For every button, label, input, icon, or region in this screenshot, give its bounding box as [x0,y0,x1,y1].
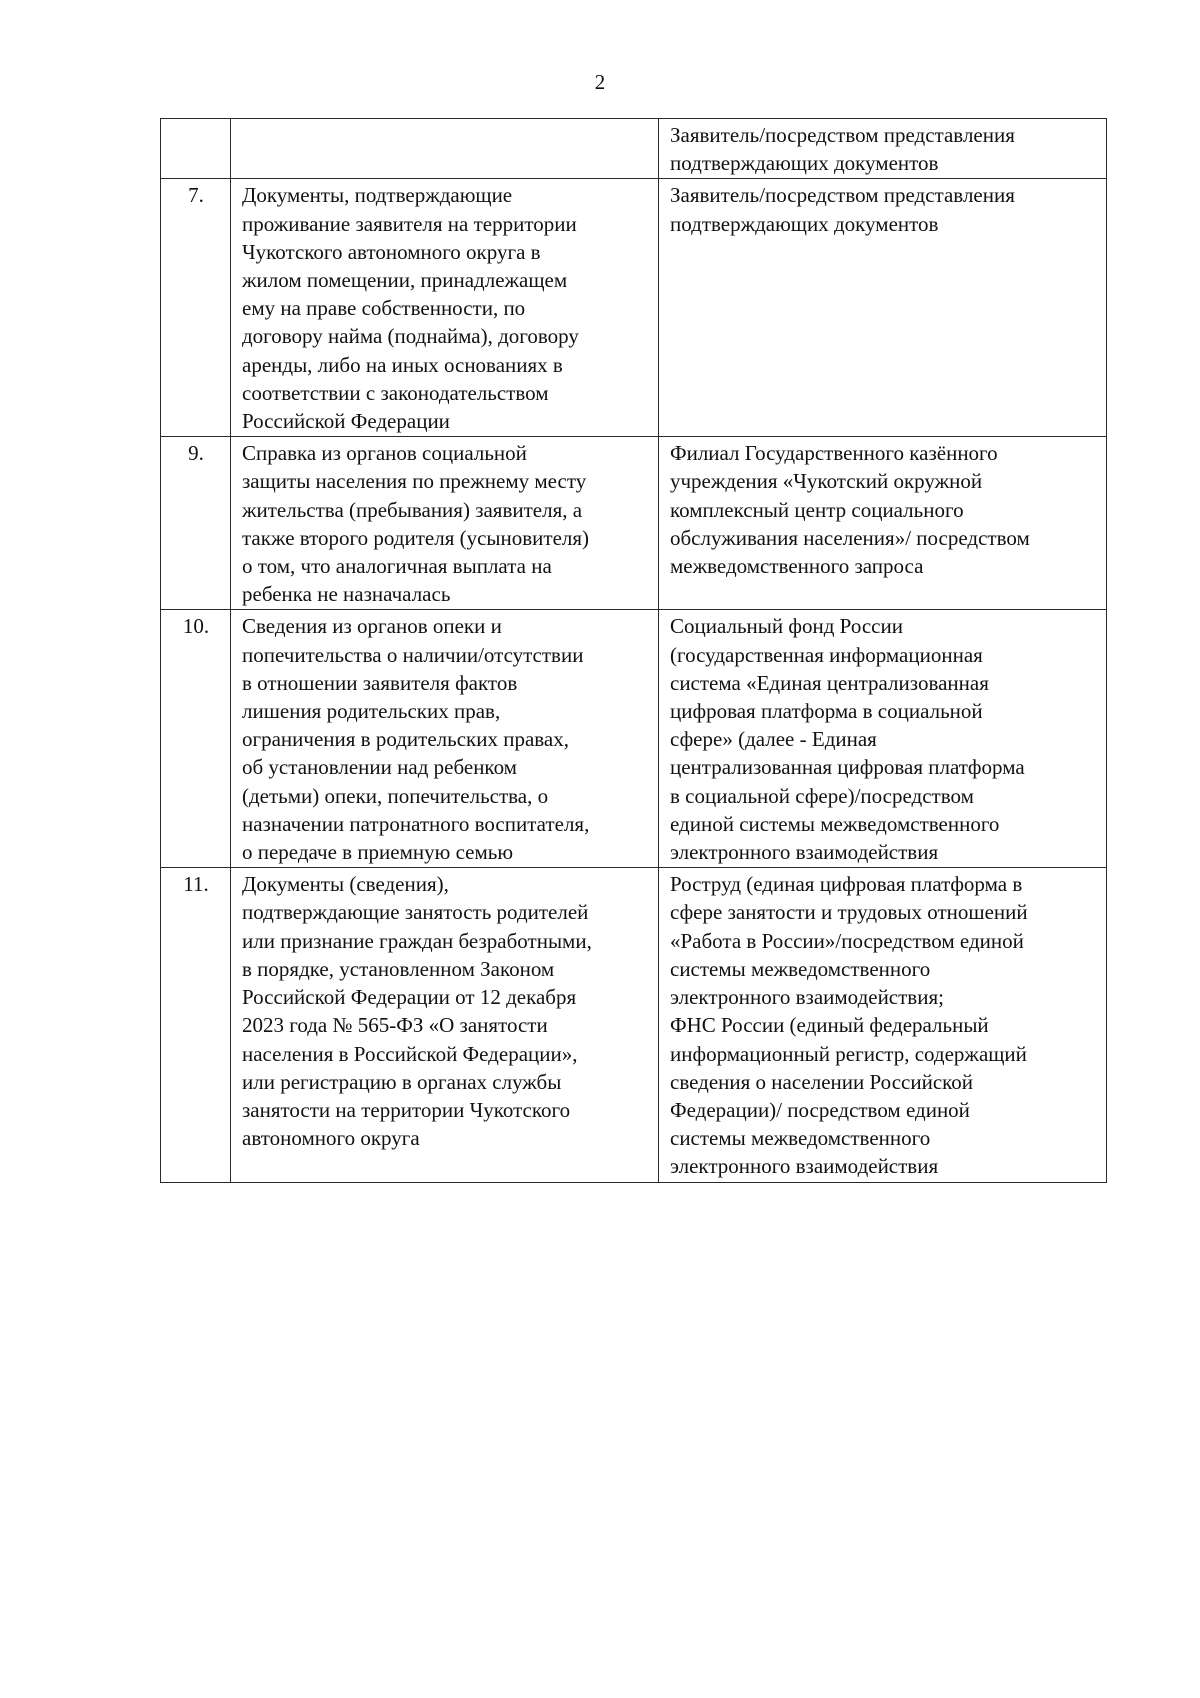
table-row [161,119,1107,179]
source-text-line: система «Единая централизованная [670,670,989,695]
source-text-line: подтверждающих документов [670,211,939,236]
source-text-line: в социальной сфере)/посредством [670,783,974,808]
document-text-line: назначении патронатного воспитателя, [242,811,590,836]
document-text-line: Российской Федерации [242,409,450,434]
source-cell [659,868,1107,1182]
document-text-line: защиты населения по прежнему месту [242,469,587,494]
source-text-line: обслуживания населения»/ посредством [670,525,1030,550]
document-text-line: ребенка не назначалась [242,582,451,607]
row-number-cell: 9. [161,437,231,610]
source-cell [659,119,1107,179]
table-row [161,437,1107,610]
source-text-line: подтверждающих документов [670,151,939,176]
document-text-line: (детьми) опеки, попечительства, о [242,783,549,808]
source-text-line: Социальный фонд России [670,614,903,639]
document-text-line: 2023 года № 565-ФЗ «О занятости [242,1013,548,1038]
document-text-line: автономного округа [242,1126,420,1151]
source-text-line: электронного взаимодействия; [670,985,944,1010]
document-text-line: соответствии с законодательством [242,380,549,405]
source-text-line: межведомственного запроса [670,554,924,579]
table-body [161,119,1107,1183]
document-text-line: Документы, подтверждающие [242,183,513,208]
document-text-line: аренды, либо на иных основаниях в [242,352,563,377]
source-cell [659,179,1107,437]
source-text-line: системы межведомственного [670,956,931,981]
source-text-line: комплексный центр социального [670,497,964,522]
source-text-line: (государственная информационная [670,642,983,667]
document-text-line: проживание заявителя на территории [242,211,577,236]
source-cell [659,437,1107,610]
row-number-cell: 7. [161,179,231,437]
source-text-line: учреждения «Чукотский окружной [670,469,983,494]
table-row [161,610,1107,868]
document-text-line: занятости на территории Чукотского [242,1097,571,1122]
source-text-line: информационный регистр, содержащий [670,1041,1027,1066]
source-text-line: сфере занятости и трудовых отношений [670,900,1028,925]
document-text-line: об установлении над ребенком [242,755,517,780]
document-text-line: ограничения в родительских правах, [242,727,569,752]
document-text-line: населения в Российской Федерации», [242,1041,578,1066]
source-text-line: Заявитель/посредством представления [670,123,1015,147]
source-text-line: единой системы межведомственного [670,811,1000,836]
source-text-line: «Работа в России»/посредством единой [670,928,1024,953]
document-text-line: жительства (пребывания) заявителя, а [242,497,583,522]
table-row [161,868,1107,1182]
row-number-cell: 10. [161,610,231,868]
document-text-line: о том, что аналогичная выплата на [242,554,552,579]
document-text-line: попечительства о наличии/отсутствии [242,642,584,667]
document-text-line: подтверждающие занятость родителей [242,900,589,925]
source-text-line: централизованная цифровая платформа [670,755,1025,780]
document-text-line: о передаче в приемную семью [242,840,514,865]
document-text-line: Справка из органов социальной [242,441,527,466]
document-text-line: в порядке, установленном Законом [242,956,555,981]
document-text-line: лишения родительских прав, [242,699,501,724]
document-text-line: ему на праве собственности, по [242,296,526,321]
document-cell [231,437,659,610]
source-text-line: сведения о населении Российской [670,1069,974,1094]
row-number-cell: 11. [161,868,231,1182]
document-cell [231,179,659,437]
source-text-line: цифровая платформа в социальной [670,699,983,724]
document-text-line: Сведения из органов опеки и [242,614,502,639]
document-cell [231,868,659,1182]
source-text-line: системы межведомственного [670,1126,931,1151]
table-row [161,179,1107,437]
page-number: 2 [594,70,606,94]
document-text-line: или регистрацию в органах службы [242,1069,562,1094]
document-text-line: жилом помещении, принадлежащем [242,268,568,293]
source-cell [659,610,1107,868]
document-text-line: Документы (сведения), [242,872,449,897]
source-text-line: Филиал Государственного казённого [670,441,998,466]
source-text-line: электронного взаимодействия [670,1154,939,1179]
documents-table [160,118,1107,1183]
source-text-line: ФНС России (единый федеральный [670,1013,989,1038]
document-text-line: Чукотского автономного округа в [242,239,541,264]
document-cell [231,119,659,179]
source-text-line: электронного взаимодействия [670,840,939,865]
source-text-line: Заявитель/посредством представления [670,183,1015,208]
document-text-line: или признание граждан безработными, [242,928,592,953]
document-text-line: договору найма (поднайма), договору [242,324,579,349]
document-text-line: также второго родителя (усыновителя) [242,525,590,550]
source-text-line: Федерации)/ посредством единой [670,1097,970,1122]
document-cell [231,610,659,868]
source-text-line: Роструд (единая цифровая платформа в [670,872,1023,897]
document-text-line: в отношении заявителя фактов [242,670,518,695]
source-text-line: сфере» (далее - Единая [670,727,877,752]
document-text-line: Российской Федерации от 12 декабря [242,985,577,1010]
row-number-cell [161,119,231,179]
